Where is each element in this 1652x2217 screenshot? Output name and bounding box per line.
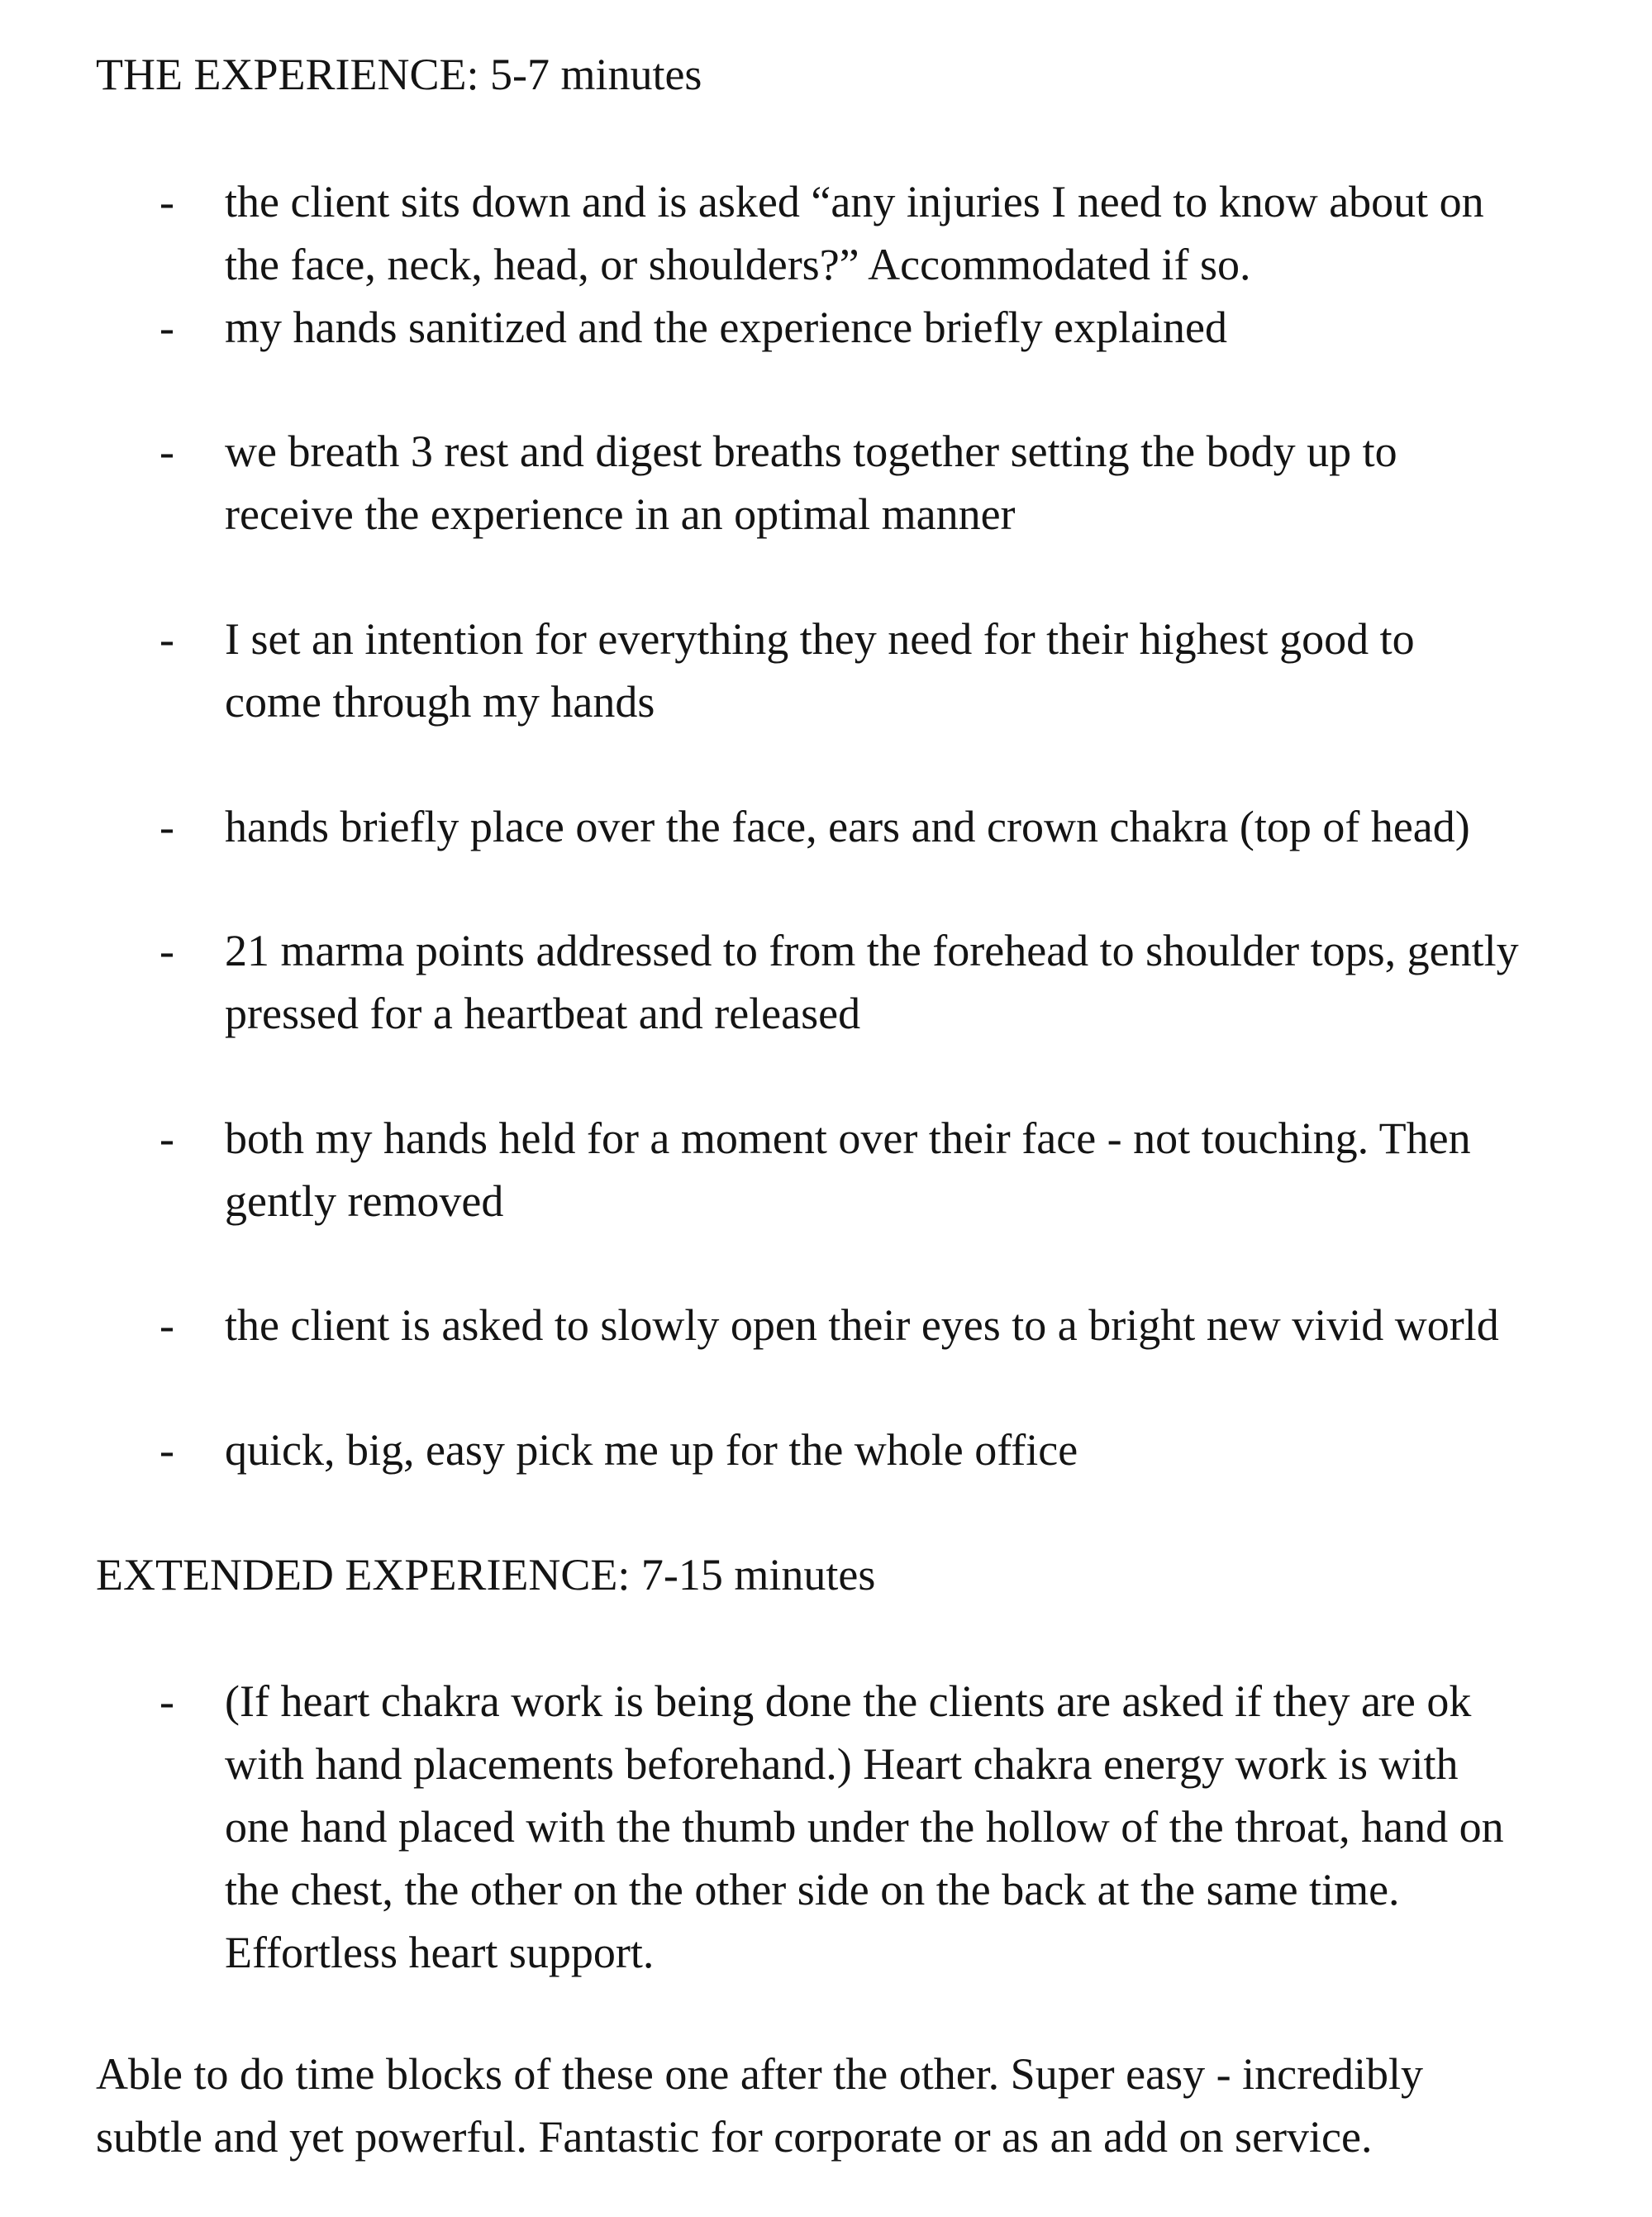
bullet-dash: - [159,802,174,851]
list-item-text: both my hands held for a moment over their face - not touching. Then gently removed [225,1113,1471,1226]
bullet-dash: - [159,303,174,352]
list-item-text: we breath 3 rest and digest breaths together setting the body up to receive the experience in an optimal manner [225,427,1397,539]
bullet-dash: - [159,427,174,476]
bullet-dash: - [159,177,174,226]
list-item-text: 21 marma points addressed to from the forehead to shoulder tops, gently pressed for a heartbeat and released [225,926,1519,1038]
bullet-dash: - [159,614,174,664]
list-item-text: quick, big, easy pick me up for the whole office [225,1425,1078,1475]
list-item-text: hands briefly place over the face, ears and crown chakra (top of head) [225,802,1470,851]
bullet-dash: - [159,1676,174,1726]
closing-paragraph: Able to do time blocks of these one after the other. Super easy - incredibly subtle and yet powerful. Fantastic for corporate or as an add on service. [96,2049,1424,2162]
bullet-dash: - [159,1113,174,1163]
list-item-text: the client is asked to slowly open their eyes to a bright new vivid world [225,1300,1499,1350]
section-heading-experience: THE EXPERIENCE: 5-7 minutes [96,50,702,99]
bullet-dash: - [159,1300,174,1350]
bullet-dash: - [159,1425,174,1475]
list-item-text: the client sits down and is asked “any injuries I need to know about on the face, neck, head, or shoulders?” Accommodated if so. [225,177,1484,289]
list-item-text: my hands sanitized and the experience briefly explained [225,303,1228,352]
section-heading-extended: EXTENDED EXPERIENCE: 7-15 minutes [96,1550,876,1600]
list-item-text: I set an intention for everything they need for their highest good to come through my hands [225,614,1415,727]
bullet-dash: - [159,926,174,975]
list-item-text: (If heart chakra work is being done the clients are asked if they are ok with hand placements beforehand.) Heart chakra energy work is with one hand placed with the thumb under the hollow of the throat, hand on the chest, the other on the other side on the back at the same time. Effortless heart support. [225,1676,1504,1977]
